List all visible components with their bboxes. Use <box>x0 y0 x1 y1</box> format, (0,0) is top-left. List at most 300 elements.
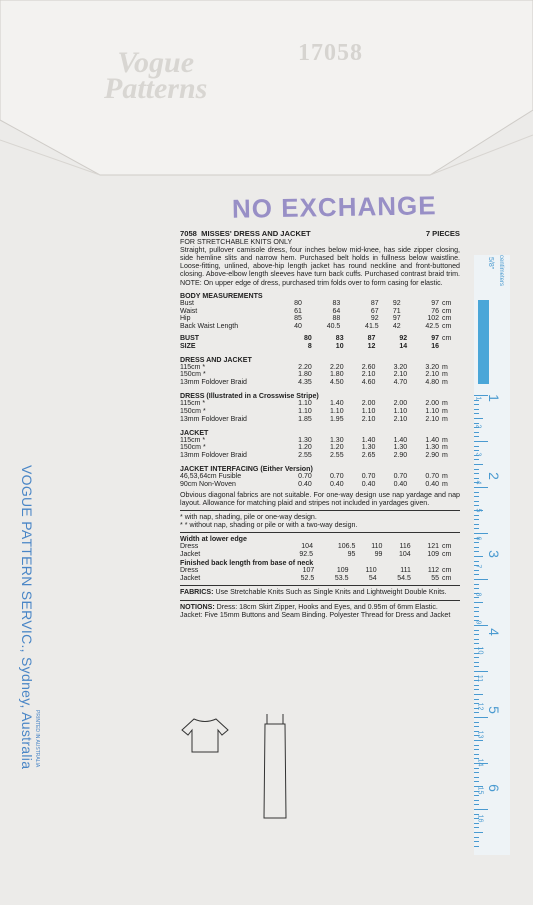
divider <box>180 532 460 533</box>
pattern-title: MISSES' DRESS AND JACKET <box>201 229 311 238</box>
width-heading: Width at lower edge <box>180 535 247 544</box>
ghost-pattern-number: 17058 <box>298 40 363 66</box>
ruler-tick <box>474 630 479 631</box>
table-row <box>180 408 460 416</box>
row-label: Bust <box>180 299 195 307</box>
yardage-heading: JACKET <box>180 428 209 437</box>
table-row <box>180 323 460 331</box>
table-row <box>180 452 460 460</box>
table-cell: 83 <box>332 299 341 307</box>
unit-cell: m <box>442 452 448 460</box>
ruler-tick <box>474 588 479 589</box>
table-cell: 1.80 <box>298 371 312 379</box>
ruler-inch-label: 5 <box>485 706 502 714</box>
table-row <box>180 567 460 575</box>
length-heading: Finished back length from base of neck <box>180 558 314 567</box>
table-row <box>180 481 460 489</box>
row-label: SIZE <box>180 342 196 350</box>
diagonal-note: Obvious diagonal fabrics are not suitable. For one-way design use nap yardage and nap layout. Allowance for matching plaid and stripes not included in yardages given. <box>180 490 460 507</box>
ruler-cm-label: 15 <box>476 786 484 795</box>
ruler-tick <box>474 579 488 580</box>
table-cell: 55 <box>431 574 439 582</box>
ruler-tick <box>474 634 479 635</box>
ruler-tick <box>474 745 479 746</box>
ruler-tick <box>474 671 488 672</box>
table-row <box>180 300 460 308</box>
ruler-inch-label: 3 <box>485 550 502 558</box>
ruler-seam-marker <box>478 300 489 384</box>
table-row <box>180 335 460 343</box>
table-cell: 4.35 <box>298 379 312 387</box>
ruler-tick <box>474 643 479 644</box>
ruler-tick <box>474 832 483 833</box>
divider <box>180 585 460 586</box>
row-label: Back Waist Length <box>180 323 239 331</box>
ruler-cm-label: 5 <box>474 508 482 513</box>
table-row <box>180 371 460 379</box>
table-cell: 85 <box>294 315 302 323</box>
ruler-tick <box>474 694 483 695</box>
ruler-fraction: 5/8" <box>487 257 494 270</box>
table-row <box>180 315 460 323</box>
notions-block <box>180 603 460 619</box>
ruler-tick <box>474 625 488 626</box>
table-cell: 1.30 <box>329 436 344 444</box>
table-cell: 0.40 <box>298 480 312 488</box>
table-cell: 0.40 <box>393 480 408 488</box>
table-cell: 92 <box>399 334 408 342</box>
ruler-tick <box>474 423 479 424</box>
ruler-tick <box>474 404 479 405</box>
table-cell: 76 <box>431 307 439 315</box>
table-cell: 2.60 <box>361 363 376 371</box>
table-cell: 2.00 <box>425 400 439 408</box>
ruler-cm-label: 7 <box>474 564 482 569</box>
ghost-brand <box>104 46 208 105</box>
row-label: Hip <box>180 315 191 323</box>
table-cell: 0.70 <box>361 473 376 481</box>
ruler-tick <box>474 542 479 543</box>
ruler-tick <box>474 846 479 847</box>
table-cell: 2.55 <box>329 452 344 460</box>
ruler-tick <box>474 561 479 562</box>
row-label: 150cm * <box>180 371 206 379</box>
table-cell: 71 <box>392 307 401 315</box>
table-cell: 40 <box>294 323 302 331</box>
ruler-cm-label: 10 <box>476 646 484 655</box>
table-cell: 2.55 <box>298 452 312 460</box>
ruler-tick <box>474 666 479 667</box>
table-cell: 52.5 <box>300 574 315 582</box>
jacket-back-sketch <box>180 716 230 756</box>
ruler-tick <box>474 533 488 534</box>
table-cell: 2.10 <box>425 371 439 379</box>
row-label: Dress <box>180 566 199 574</box>
table-row <box>180 379 460 387</box>
row-label: Dress <box>180 543 199 551</box>
ruler-tick <box>474 547 479 548</box>
ruler-cm-label: 6 <box>474 536 482 541</box>
ruler-tick <box>474 827 479 828</box>
table-cell: 2.10 <box>361 415 376 423</box>
ghost-brand-line1: Vogue <box>117 46 195 79</box>
table-cell: 0.70 <box>329 473 344 481</box>
table-cell: 99 <box>374 550 383 558</box>
row-label: 13mm Foldover Braid <box>180 379 247 387</box>
ruler-tick <box>474 712 479 713</box>
ruler-tick <box>474 685 479 686</box>
table-cell: 4.50 <box>329 379 344 387</box>
row-label: 150cm * <box>180 407 206 415</box>
table-cell: 1.20 <box>329 444 344 452</box>
table-cell: 67 <box>370 307 379 315</box>
fabrics-block <box>180 588 460 596</box>
ruler-tick <box>474 505 479 506</box>
notions-label: NOTIONS: <box>180 602 215 611</box>
table-cell: 80 <box>304 334 312 342</box>
table-cell: 116 <box>399 543 411 551</box>
table-row <box>180 364 460 372</box>
unit-cell: m <box>442 415 448 423</box>
table-cell: 83 <box>335 334 344 342</box>
table-cell: 110 <box>371 543 383 551</box>
table-cell: 109 <box>427 550 439 558</box>
table-cell: 0.40 <box>425 480 439 488</box>
envelope-flap <box>0 0 533 200</box>
table-cell: 92 <box>370 315 379 323</box>
fabrics-label: FABRICS: <box>180 588 214 597</box>
yardage-heading: DRESS AND JACKET <box>180 355 252 364</box>
table-cell: 1.40 <box>425 436 439 444</box>
ruler-tick <box>474 432 479 433</box>
table-cell: 2.20 <box>329 363 344 371</box>
ruler-cm-label: 3 <box>474 452 482 457</box>
ruler-cm-label: 16 <box>476 814 484 823</box>
table-cell: 2.10 <box>361 371 376 379</box>
yardage-section <box>180 356 460 489</box>
yardage-table <box>180 400 460 423</box>
ruler-tick <box>474 487 488 488</box>
unit-cell: m <box>442 371 448 379</box>
table-cell: 3.20 <box>425 363 439 371</box>
unit-cell: cm <box>442 574 452 582</box>
table-cell: 1.10 <box>361 407 376 415</box>
table-cell: 109 <box>336 566 349 574</box>
unit-cell: m <box>442 436 448 444</box>
table-cell: 4.80 <box>425 379 439 387</box>
table-cell: 0.70 <box>425 473 439 481</box>
table-cell: 1.10 <box>425 407 439 415</box>
table-cell: 80 <box>294 299 302 307</box>
ruler-tick <box>474 570 479 571</box>
table-row <box>180 308 460 316</box>
star-note-1: * with nap, shading, pile or one-way design. <box>180 512 317 521</box>
ruler-tick <box>474 602 483 603</box>
table-cell: 95 <box>347 550 356 558</box>
ruler-tick <box>474 804 479 805</box>
ruler-tick <box>474 772 479 773</box>
table-cell: 110 <box>365 566 377 574</box>
row-label: 115cm * <box>180 436 206 444</box>
ruler-tick <box>474 436 479 437</box>
star-note-2: * * without nap, shading or pile or with a two-way design. <box>180 520 358 529</box>
table-cell: 1.40 <box>329 400 344 408</box>
table-cell: 87 <box>370 299 379 307</box>
ruler-tick <box>474 574 479 575</box>
table-cell: 1.30 <box>298 436 312 444</box>
ruler-inch-label: 1 <box>485 394 502 402</box>
table-cell: 104 <box>399 550 411 558</box>
table-cell: 1.95 <box>329 415 344 423</box>
ruler-tick <box>474 717 488 718</box>
unit-cell: cm <box>442 566 452 574</box>
table-cell: 8 <box>307 342 312 350</box>
ruler-tick <box>474 777 479 778</box>
ruler-tick <box>474 689 479 690</box>
ruler-tick <box>474 441 488 442</box>
ruler-cm-label: 1 <box>474 396 482 401</box>
ruler-tick <box>474 528 479 529</box>
ruler-tick <box>474 515 479 516</box>
ruler-tick <box>474 607 479 608</box>
pattern-header <box>180 230 460 238</box>
ruler-tick <box>474 837 479 838</box>
table-cell: 14 <box>399 342 408 350</box>
ruler-tick <box>474 781 479 782</box>
ruler-tick <box>474 446 479 447</box>
ruler-tick <box>474 740 483 741</box>
table-cell: 42 <box>392 323 401 331</box>
table-cell: 2.90 <box>425 452 439 460</box>
row-label: 150cm * <box>180 444 206 452</box>
table-cell: 87 <box>367 334 376 342</box>
ruler-tick <box>474 492 479 493</box>
ruler-inch-label: 2 <box>485 472 502 480</box>
table-cell: 1.10 <box>393 407 408 415</box>
row-label: Waist <box>180 307 198 315</box>
table-cell: 1.30 <box>393 444 408 452</box>
table-cell: 16 <box>431 342 439 350</box>
table-cell: 2.10 <box>425 415 439 423</box>
row-label: 46,53,64cm Fusible <box>180 473 242 481</box>
ruler-tick <box>474 551 479 552</box>
table-cell: 106.5 <box>337 543 356 551</box>
table-cell: 53.5 <box>334 574 349 582</box>
unit-cell <box>439 343 460 351</box>
unit-cell: cm <box>442 334 452 342</box>
ruler-tick <box>474 722 479 723</box>
yardage-table <box>180 473 460 489</box>
table-cell: 97 <box>431 299 439 307</box>
table-cell: 1.85 <box>298 415 312 423</box>
yardage-table <box>180 364 460 387</box>
side-publisher-text: VOGUE PATTERN SERVIC., Sydney, Australia <box>19 465 35 770</box>
ruler-cm-label: 8 <box>474 592 482 597</box>
unit-cell: m <box>442 444 448 452</box>
row-label: 13mm Foldover Braid <box>180 452 247 460</box>
ruler-tick <box>474 662 479 663</box>
ruler-inch-label: 6 <box>485 784 502 792</box>
ruler-tick <box>474 469 479 470</box>
table-row <box>180 437 460 445</box>
table-row <box>180 416 460 424</box>
table-cell: 61 <box>294 307 302 315</box>
row-label: 90cm Non-Woven <box>180 480 236 488</box>
table-cell: 4.60 <box>361 379 376 387</box>
row-label: Jacket <box>180 574 201 582</box>
unit-cell: m <box>442 363 448 371</box>
table-cell: 2.10 <box>393 371 408 379</box>
table-cell: 92.5 <box>299 550 313 558</box>
ruler-cm-label: 4 <box>474 480 482 485</box>
size-table <box>180 335 460 351</box>
table-cell: 92 <box>392 299 401 307</box>
table-row <box>180 400 460 408</box>
body-measurements-heading: BODY MEASUREMENTS <box>180 291 263 300</box>
yardage-heading: JACKET INTERFACING (Either Version) <box>180 464 313 473</box>
table-cell: 0.40 <box>329 480 344 488</box>
table-cell: 104 <box>301 543 313 551</box>
table-cell: 4.70 <box>393 379 408 387</box>
yardage-table <box>180 437 460 460</box>
ruler-cm-label: 11 <box>476 674 484 683</box>
ruler-tick <box>474 478 479 479</box>
fabrics-text: Use Stretchable Knits Such as Single Knits and Lightweight Double Knits. <box>215 588 447 597</box>
ruler-tick <box>474 795 479 796</box>
table-cell: 1.10 <box>298 400 312 408</box>
table-cell: 41.5 <box>365 323 379 331</box>
table-row <box>180 473 460 481</box>
ruler-cm-label: 2 <box>474 424 482 429</box>
unit-cell: m <box>442 407 448 415</box>
row-label: 115cm * <box>180 400 206 408</box>
divider <box>180 510 460 511</box>
measurement-ruler <box>474 255 510 855</box>
table-cell: 1.40 <box>393 436 408 444</box>
table-row <box>180 444 460 452</box>
ruler-tick <box>474 616 479 617</box>
table-row <box>180 343 460 351</box>
width-table <box>180 543 460 559</box>
ruler-cm-label: 9 <box>474 620 482 625</box>
ruler-tick <box>474 496 479 497</box>
ruler-tick <box>474 413 479 414</box>
ruler-tick <box>474 657 479 658</box>
unit-cell: cm <box>442 307 452 315</box>
ruler-tick <box>474 418 483 419</box>
printed-in-text: PRINTED IN AUSTRALIA <box>34 710 40 768</box>
table-cell: 102 <box>427 315 439 323</box>
table-cell: 3.20 <box>393 363 408 371</box>
table-cell: 64 <box>332 307 341 315</box>
row-label: 13mm Foldover Braid <box>180 415 247 423</box>
table-cell: 2.00 <box>393 400 408 408</box>
table-cell: 0.40 <box>361 480 376 488</box>
unit-cell: m <box>442 480 448 488</box>
table-cell: 97 <box>431 334 439 342</box>
table-cell: 10 <box>335 342 344 350</box>
ruler-cm-label: 12 <box>476 702 484 711</box>
unit-cell: cm <box>442 323 452 331</box>
table-cell: 107 <box>302 566 315 574</box>
ruler-tick <box>474 611 479 612</box>
table-cell: 1.10 <box>298 407 312 415</box>
pattern-pieces: 7 PIECES <box>425 229 460 238</box>
ruler-tick <box>474 464 483 465</box>
table-cell: 1.30 <box>361 444 376 452</box>
ruler-tick <box>474 754 479 755</box>
row-label: Jacket <box>180 550 201 558</box>
dress-back-sketch <box>255 712 295 822</box>
body-measurements-table <box>180 300 460 331</box>
table-cell: 12 <box>367 342 376 350</box>
ruler-tick <box>474 823 479 824</box>
ghost-brand-line2: Patterns <box>104 72 208 105</box>
table-cell: 88 <box>332 315 341 323</box>
ruler-tick <box>474 584 479 585</box>
yardage-heading: DRESS (Illustrated in a Crosswise Stripe) <box>180 392 319 401</box>
ruler-tick <box>474 524 479 525</box>
row-label: 115cm * <box>180 363 206 371</box>
ruler-tick <box>474 450 479 451</box>
ruler-tick <box>474 800 479 801</box>
table-cell: 0.70 <box>298 473 312 481</box>
table-cell: 2.20 <box>298 363 312 371</box>
unit-cell: m <box>442 379 448 387</box>
no-exchange-stamp: NO EXCHANGE <box>231 190 437 224</box>
ruler-tick <box>474 726 479 727</box>
table-row <box>180 551 460 559</box>
notions-text: Dress: 18cm Skirt Zipper, Hooks and Eyes, and 0.95m of 6mm Elastic. Jacket: Five 15mm Buttons and Seam Binding. Polyester Thread for Dress and Jacket <box>180 602 451 619</box>
ruler-tick <box>474 409 479 410</box>
table-cell: 97 <box>392 315 401 323</box>
unit-cell: cm <box>442 543 452 551</box>
pattern-info <box>180 230 460 619</box>
ruler-inch-label: 4 <box>485 628 502 636</box>
table-cell: 2.10 <box>393 415 408 423</box>
unit-cell: m <box>442 473 448 481</box>
row-label: BUST <box>180 334 200 342</box>
table-cell: 0.70 <box>393 473 408 481</box>
pattern-subtitle: FOR STRETCHABLE KNITS ONLY <box>180 238 293 247</box>
table-cell: 54 <box>368 574 377 582</box>
ruler-cm-label: 13 <box>476 730 484 739</box>
ruler-unit-label: centimeters <box>498 255 504 287</box>
ruler-tick <box>474 473 479 474</box>
ruler-tick <box>474 556 483 557</box>
pattern-number: 7058 <box>180 229 197 238</box>
unit-cell: cm <box>442 315 452 323</box>
table-cell: 121 <box>427 543 439 551</box>
divider <box>180 600 460 601</box>
table-cell: 40.5 <box>326 323 341 331</box>
table-cell: 54.5 <box>397 574 411 582</box>
table-cell: 2.00 <box>361 400 376 408</box>
ruler-tick <box>474 809 488 810</box>
table-row <box>180 575 460 583</box>
ruler-cm-label: 14 <box>476 758 484 767</box>
table-cell: 2.65 <box>361 452 376 460</box>
table-cell: 42.5 <box>425 323 439 331</box>
table-cell: 1.20 <box>298 444 312 452</box>
ruler-tick <box>474 699 479 700</box>
table-cell: 112 <box>427 566 439 574</box>
ruler-tick <box>474 841 479 842</box>
table-cell: 1.30 <box>425 444 439 452</box>
unit-cell: cm <box>442 550 452 558</box>
table-row <box>180 543 460 551</box>
pattern-description: Straight, pullover camisole dress, four inches below mid-knee, has side zipper closing, side hemline slits and narrow hem. Purchased belt holds in fullness below waistline. Loose-fitting, unlined, above-hip length jacket has round neckline and front-buttoned closing. Above-elbow length sleeves have turn back cuffs. Purchased contrast braid trim. NOTE: On upper edge of dress, purchased trim folds over to form casing for elastic. <box>180 246 460 287</box>
